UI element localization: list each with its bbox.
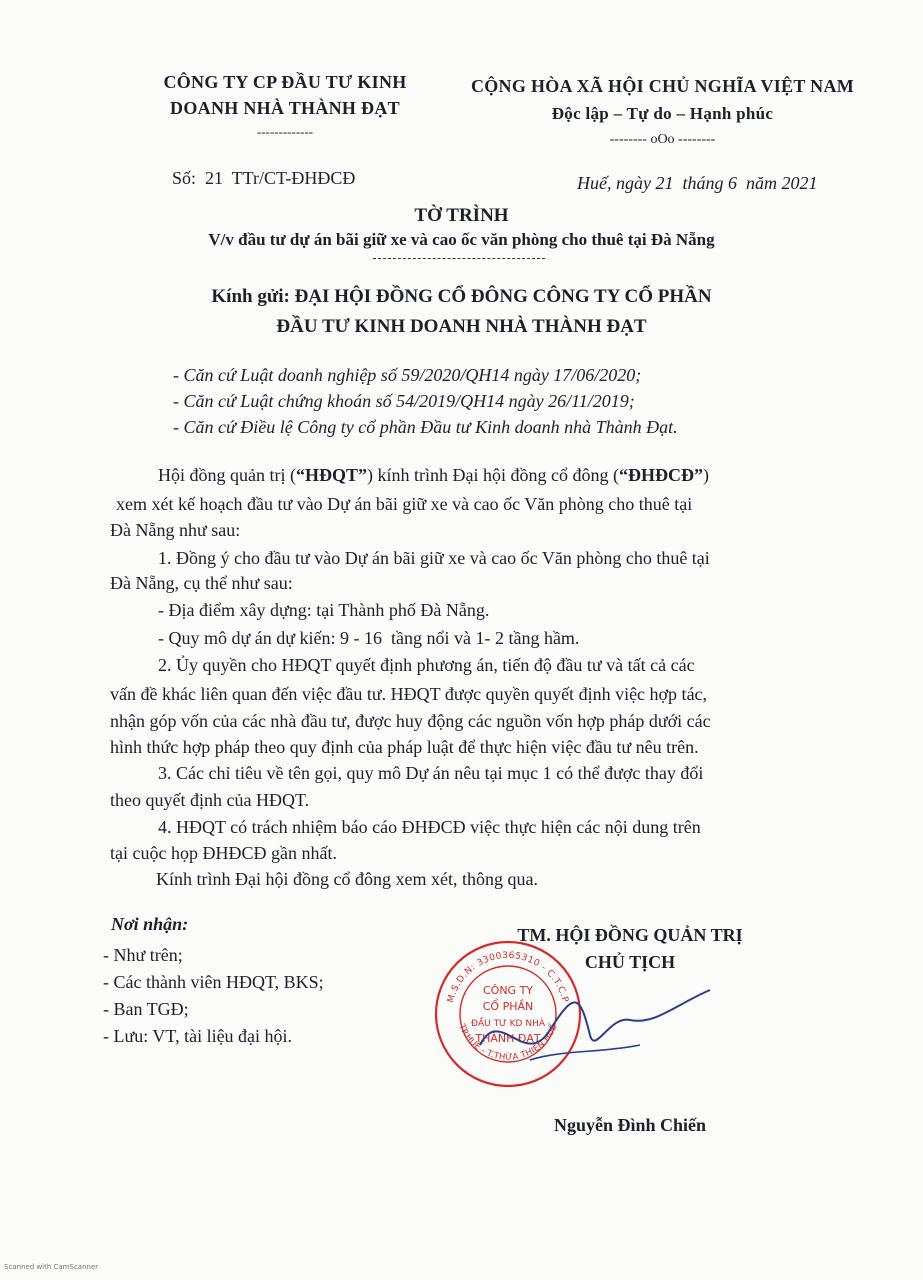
document-subject: V/v đầu tư dự án bãi giữ xe và cao ốc văn phòng cho thuê tại Đà Nẵng bbox=[208, 230, 715, 249]
intro-paragraph-line1: Hội đồng quản trị (“HĐQT”) kính trình Đại hội đồng cổ đông (“ĐHĐCĐ”) bbox=[158, 465, 709, 485]
svg-text:THÀNH ĐẠT: THÀNH ĐẠT bbox=[475, 1032, 541, 1045]
item4-line2: tại cuộc họp ĐHĐCĐ gần nhất. bbox=[110, 843, 337, 863]
company-name-line2: DOANH NHÀ THÀNH ĐẠT bbox=[170, 98, 400, 118]
subject-divider bbox=[373, 258, 545, 259]
item1-line1: 1. Đồng ý cho đầu tư vào Dự án bãi giữ xe và cao ốc Văn phòng cho thuê tại bbox=[158, 548, 710, 568]
item2-line2: vấn đề khác liên quan đến việc đầu tư. HĐQT được quyền quyết định việc hợp tác, bbox=[110, 684, 708, 704]
item3-line2: theo quyết định của HĐQT. bbox=[110, 790, 310, 810]
handwritten-signature bbox=[470, 975, 730, 1095]
document-title: TỜ TRÌNH bbox=[414, 205, 509, 226]
item3-line1: 3. Các chỉ tiêu về tên gọi, quy mô Dự án nêu tại mục 1 có thể được thay đổi bbox=[158, 763, 704, 783]
svg-text:M.S.D.N: 3300365310 - C.T.C.P: M.S.D.N: 3300365310 - C.T.C.P bbox=[446, 950, 570, 1004]
item1-line2: Đà Nẵng, cụ thể như sau: bbox=[110, 573, 293, 593]
recipients-heading: Nơi nhận: bbox=[111, 914, 189, 934]
svg-text:TP.HUẾ - T.THỪA THIÊN HUẾ: TP.HUẾ - T.THỪA THIÊN HUẾ bbox=[456, 1022, 560, 1063]
legal-basis-item: - Căn cứ Điều lệ Công ty cổ phần Đầu tư Kinh doanh nhà Thành Đạt. bbox=[173, 417, 678, 437]
svg-text:CÔNG TY: CÔNG TY bbox=[482, 984, 534, 997]
item2-line1: 2. Ủy quyền cho HĐQT quyết định phương án, tiến độ đầu tư và tất cả các bbox=[158, 655, 695, 675]
place-date: Huế, ngày 21 tháng 6 năm 2021 bbox=[577, 173, 818, 193]
legal-basis-item: - Căn cứ Luật doanh nghiệp số 59/2020/QH14 ngày 17/06/2020; bbox=[173, 365, 642, 385]
company-divider: ------------- bbox=[256, 124, 314, 139]
closing-sentence: Kính trình Đại hội đồng cổ đông xem xét, thông qua. bbox=[156, 869, 538, 889]
item2-line4: hình thức hợp pháp theo quy định của pháp luật để thực hiện việc đầu tư nêu trên. bbox=[110, 737, 699, 757]
intro-paragraph-line2: xem xét kế hoạch đầu tư vào Dự án bãi giữ xe và cao ốc Văn phòng cho thuê tại bbox=[116, 494, 693, 514]
recipient-line2: ĐẦU TƯ KINH DOANH NHÀ THÀNH ĐẠT bbox=[276, 316, 647, 337]
recipients-item: - Lưu: VT, tài liệu đại hội. bbox=[103, 1026, 293, 1046]
nation-title: CỘNG HÒA XÃ HỘI CHỦ NGHĨA VIỆT NAM bbox=[470, 76, 855, 96]
signer-name: Nguyễn Đình Chiến bbox=[553, 1115, 707, 1135]
item2-line3: nhận góp vốn của các nhà đầu tư, được huy động các nguồn vốn hợp pháp dưới các bbox=[110, 711, 711, 731]
document-number: Số: 21 TTr/CT-ĐHĐCĐ bbox=[172, 168, 356, 188]
svg-text:CỔ PHẦN: CỔ PHẦN bbox=[482, 1000, 534, 1013]
nation-motto: Độc lập – Tự do – Hạnh phúc bbox=[551, 104, 774, 123]
recipients-item: - Ban TGĐ; bbox=[103, 999, 189, 1019]
signature-role1: TM. HỘI ĐỒNG QUẢN TRỊ bbox=[517, 925, 743, 945]
scanner-watermark: Scanned with CamScanner bbox=[4, 1263, 99, 1271]
item1-scale: - Quy mô dự án dự kiến: 9 - 16 tầng nổi và 1- 2 tầng hầm. bbox=[158, 628, 580, 648]
recipients-item: - Các thành viên HĐQT, BKS; bbox=[103, 972, 324, 992]
item1-location: - Địa điểm xây dựng: tại Thành phố Đà Nẵng. bbox=[158, 600, 490, 620]
recipient-line1: Kính gửi: ĐẠI HỘI ĐỒNG CỔ ĐÔNG CÔNG TY CỔ PHẦN bbox=[211, 286, 712, 307]
recipients-item: - Như trên; bbox=[103, 945, 183, 965]
nation-divider: -------- oOo -------- bbox=[609, 132, 716, 147]
legal-basis-item: - Căn cứ Luật chứng khoán số 54/2019/QH14 ngày 26/11/2019; bbox=[173, 391, 635, 411]
svg-text:ĐẦU TƯ KD NHÀ: ĐẦU TƯ KD NHÀ bbox=[470, 1019, 546, 1029]
company-name-line1: CÔNG TY CP ĐẦU TƯ KINH bbox=[163, 72, 407, 92]
intro-paragraph-line3: Đà Nẵng như sau: bbox=[110, 520, 241, 540]
signature-role2: CHỦ TỊCH bbox=[584, 952, 676, 972]
item4-line1: 4. HĐQT có trách nhiệm báo cáo ĐHĐCĐ việc thực hiện các nội dung trên bbox=[158, 817, 701, 837]
